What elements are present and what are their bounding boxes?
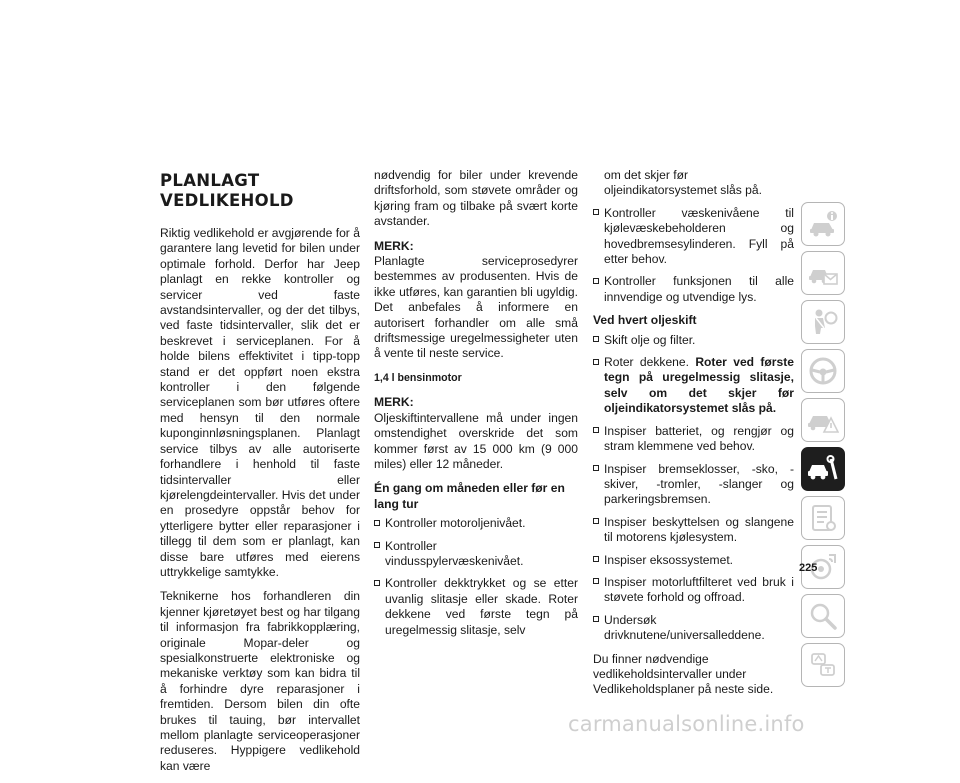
column-1 [160, 171, 360, 783]
watermark: carmanualsonline.info [568, 712, 805, 736]
search-icon [807, 600, 839, 632]
list-item: Inspiser batteriet, og rengjør og stram klemmene ved behov. [593, 424, 794, 455]
tab-car-warning[interactable] [801, 398, 845, 442]
list-item: Inspiser bremseklosser, -sko, -skiver, -tromler, -slanger og parkeringsbremsen. [593, 462, 794, 508]
list-item: Kontroller motoroljenivået. [374, 516, 578, 531]
note-label-1: MERK: [374, 238, 414, 253]
intro-paragraph: Riktig vedlikehold er avgjørende for å garantere lang levetid for bilen under optimale forhold. Derfor har Jeep planlagt en rekke kontroller og servicer ved faste avstandsintervaller, og der det tilbys, ved faste tidsintervaller, slik det er beskrevet i serviceplanen. For å holde bilens effektivitet i tipp-topp stand er det oppført noen ekstra kontroller i den følgende serviceplanen som bør utføres oftere med hensyn til den normale kuponginnløsningsplanen. Planlagt service tilbys av alle autoriserte forhandlere i henhold til faste tidsintervaller eller kjørelengdeintervaller. Hvis det under en prosedyre oppstår behov for ytterligere bytter eller reparasjoner i tillegg til dem som er planlagt, kan disse bare utføres med eierens uttrykkelige samtykke. [160, 226, 360, 579]
car-mail-icon [807, 257, 839, 289]
monthly-checklist [374, 516, 578, 638]
tab-language-index[interactable] [801, 643, 845, 687]
column-2 [374, 168, 578, 646]
tab-car-info[interactable] [801, 202, 845, 246]
list-item: Kontroller dekktrykket og se etter uvanlig slitasje eller skade. Roter dekkene ved første tegn på uregelmessig slitasje, selv [374, 576, 578, 638]
tab-seatbelt-airbag[interactable] [801, 300, 845, 344]
car-warning-icon [807, 404, 839, 436]
car-info-icon [807, 208, 839, 240]
column-3 [593, 168, 794, 707]
engine-heading: 1,4 l bensinmotor [374, 371, 462, 384]
monthly-checklist-cont [593, 206, 794, 305]
list-item: Inspiser eksossystemet. [593, 553, 794, 568]
list-item: Kontroller væskenivåene til kjølevæskebeholderen og hovedbremsesylinderen. Fyll på etter behov. [593, 206, 794, 268]
oil-change-checklist [593, 333, 794, 644]
list-item-text: Roter dekkene. [604, 355, 696, 370]
list-item: Inspiser motorluftfilteret ved bruk i støvete forhold og offroad. [593, 575, 794, 606]
language-index-icon [807, 649, 839, 681]
tab-search[interactable] [801, 594, 845, 638]
specifications-list-icon [807, 502, 839, 534]
chapter-tab-strip [801, 202, 845, 692]
list-item: Kontroller vindusspylervæskenivået. [374, 539, 578, 570]
note-text-2: Oljeskiftintervallene må under ingen omstendighet overskride det som kommer først av 15 000 km (9 000 miles) eller 12 måneder. [374, 410, 578, 471]
list-item: Kontroller funksjonen til alle innvendige og utvendige lys. [593, 274, 794, 305]
technicians-paragraph: Teknikerne hos forhandleren din kjenner kjøretøyet best og har tilgang til informasjon fra fabrikkopplæring, originale Mopar-deler og spesialkonstruerte elektroniske og mekaniske verktøy som kan bidra til å forhindre dyre reparasjoner i fremtiden. Dersom bilen din ofte brukes til tauing, bør intervallet mellom planlagte serviceoperasjoner reduseres. Hyppigere vedlikehold kan være [160, 589, 360, 773]
page-number: 225 [799, 562, 818, 574]
tab-car-wrench[interactable] [801, 447, 845, 491]
page-title: PLANLAGT VEDLIKEHOLD [160, 171, 294, 210]
note-label-2: MERK: [374, 395, 414, 410]
seatbelt-airbag-icon [807, 306, 839, 338]
list-item: Inspiser beskyttelsen og slangene til motorens kjølesystem. [593, 515, 794, 546]
note-text-1: Planlagte serviceprosedyrer bestemmes av produsenten. Hvis de ikke utføres, kan garantien bli ugyldig. Det anbefales å informere en autorisert forhandler om alle små driftsmessige uregelmessigheter uten å vente til neste service. [374, 254, 578, 361]
list-item: Undersøk drivknutene/universalleddene. [593, 613, 794, 644]
list-item-bold-text: Roter ved første tegn på uregelmessig slitasje, selv om det skjer før oljeindikatorsystemet slås på. [604, 355, 794, 416]
list-item: Skift olje og filter. [593, 333, 794, 348]
list-item-continuation: om det skjer før oljeindikatorsystemet slås på. [604, 168, 762, 198]
conditions-paragraph: nødvendig for biler under krevende driftsforhold, som støvete områder og kjøring fram og tilbake på svært korte avstander. [374, 168, 578, 229]
oil-change-heading: Ved hvert oljeskift [593, 313, 697, 328]
monthly-heading: Én gang om måneden eller før en lang tur [374, 481, 565, 511]
list-item [593, 355, 794, 417]
steering-wheel-icon [807, 355, 839, 387]
closing-paragraph: Du finner nødvendige vedlikeholdsintervaller under Vedlikeholdsplaner på neste side. [593, 651, 774, 697]
car-wrench-icon [807, 453, 839, 485]
tab-steering-wheel[interactable] [801, 349, 845, 393]
tab-specifications[interactable] [801, 496, 845, 540]
tab-car-mail[interactable] [801, 251, 845, 295]
